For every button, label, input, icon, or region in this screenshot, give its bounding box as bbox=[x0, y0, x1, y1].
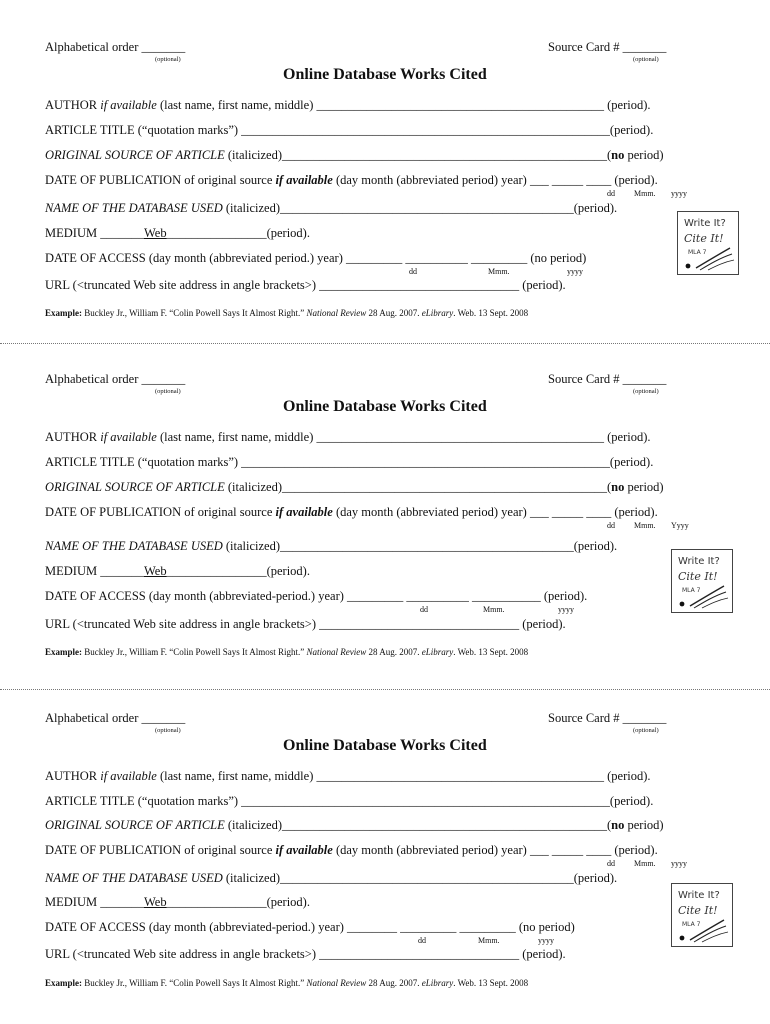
original-source-field[interactable] bbox=[45, 148, 664, 163]
pubdate-yyyy-hint: Yyyy bbox=[671, 521, 689, 530]
access-date-field[interactable]: DATE OF ACCESS (day month (abbreviated-period.) year) ________ _________ _________ (no period) bbox=[45, 920, 575, 934]
pubdate-if-available: if available bbox=[275, 843, 333, 857]
author-field[interactable] bbox=[45, 430, 651, 445]
author-if-available: if available bbox=[100, 98, 157, 112]
original-source-end: period) bbox=[624, 480, 664, 494]
article-title-field[interactable]: ARTICLE TITLE (“quotation marks”) ___________________________________________________________(period). bbox=[45, 455, 654, 469]
example-journal: National Review bbox=[306, 978, 367, 988]
pubdate-label: DATE OF PUBLICATION of original source bbox=[45, 843, 276, 857]
dotted-divider bbox=[0, 689, 770, 690]
example-text: . Web. 13 Sept. 2008 bbox=[453, 308, 529, 318]
author-if-available: if available bbox=[100, 430, 157, 444]
medium-period: (period). bbox=[266, 564, 310, 578]
pubdate-if-available: if available bbox=[275, 173, 333, 187]
url-field[interactable]: URL (<truncated Web site address in angle brackets>) ________________________________ (period). bbox=[45, 617, 566, 631]
pubdate-rest: (day month (abbreviated period) year) ___ _____ ____ (period). bbox=[332, 843, 658, 857]
pubdate-if-available: if available bbox=[275, 505, 333, 519]
logo-text: MLA 7 bbox=[688, 249, 707, 256]
author-if-available: if available bbox=[100, 769, 157, 783]
optional-note: (optional) bbox=[633, 727, 659, 734]
pubdate-dd-hint: dd bbox=[607, 521, 615, 530]
medium-label: MEDIUM bbox=[45, 226, 101, 240]
original-source-no: no bbox=[611, 148, 625, 162]
medium-value: Web bbox=[143, 226, 167, 240]
original-source-end: period) bbox=[624, 818, 664, 832]
medium-label: MEDIUM bbox=[45, 564, 101, 578]
optional-note: (optional) bbox=[155, 388, 181, 395]
pubdate-mmm-hint: Mmm. bbox=[634, 521, 656, 530]
example-text: 28 Aug. 2007. bbox=[366, 308, 422, 318]
example-text: 28 Aug. 2007. bbox=[366, 647, 422, 657]
database-label: NAME OF THE DATABASE USED bbox=[45, 871, 223, 885]
database-rest: (italicized)_______________________________________________(period). bbox=[222, 871, 618, 885]
example-citation bbox=[45, 308, 528, 318]
logo-text: Cite It! bbox=[678, 570, 718, 583]
original-source-no: no bbox=[611, 480, 625, 494]
publication-date-field[interactable] bbox=[45, 843, 658, 858]
medium-rule: _______ bbox=[100, 564, 144, 578]
example-text: 28 Aug. 2007. bbox=[366, 978, 422, 988]
example-text: . Web. 13 Sept. 2008 bbox=[453, 647, 529, 657]
pubdate-label: DATE OF PUBLICATION of original source bbox=[45, 505, 276, 519]
source-card-field[interactable]: Source Card # _______ bbox=[548, 372, 667, 386]
original-source-no: no bbox=[611, 818, 625, 832]
alphabetical-order-field[interactable]: Alphabetical order _______ bbox=[45, 40, 186, 54]
pubdate-dd-hint: dd bbox=[607, 189, 615, 198]
database-rest: (italicized)_______________________________________________(period). bbox=[222, 201, 618, 215]
example-label: Example: bbox=[45, 647, 82, 657]
optional-note: (optional) bbox=[155, 56, 181, 63]
access-dd-hint: dd bbox=[409, 267, 417, 276]
article-title-field[interactable]: ARTICLE TITLE (“quotation marks”) ___________________________________________________________(period). bbox=[45, 123, 654, 137]
original-source-field[interactable] bbox=[45, 480, 664, 495]
author-label: AUTHOR bbox=[45, 430, 101, 444]
access-mmm-hint: Mmm. bbox=[478, 936, 500, 945]
access-date-field[interactable]: DATE OF ACCESS (day month (abbreviated-period.) year) _________ __________ ___________ (period). bbox=[45, 589, 588, 603]
medium-rule: _______ bbox=[100, 895, 144, 909]
pubdate-yyyy-hint: yyyy bbox=[671, 859, 687, 868]
medium-rule: ________________ bbox=[166, 564, 267, 578]
logo-text: Write It? bbox=[684, 218, 726, 229]
medium-period: (period). bbox=[266, 226, 310, 240]
article-title-field[interactable]: ARTICLE TITLE (“quotation marks”) ___________________________________________________________(period). bbox=[45, 794, 654, 808]
medium-rule: _______ bbox=[100, 226, 144, 240]
optional-note: (optional) bbox=[633, 56, 659, 63]
medium-field[interactable] bbox=[45, 226, 310, 241]
medium-label: MEDIUM bbox=[45, 895, 101, 909]
write-it-cite-it-logo bbox=[671, 549, 733, 613]
author-field[interactable] bbox=[45, 98, 651, 113]
example-text: Buckley Jr., William F. “Colin Powell Says It Almost Right.” bbox=[82, 978, 307, 988]
medium-period: (period). bbox=[266, 895, 310, 909]
medium-rule: ________________ bbox=[166, 895, 267, 909]
logo-text: Cite It! bbox=[678, 904, 718, 917]
example-journal: National Review bbox=[306, 308, 367, 318]
original-source-end: period) bbox=[624, 148, 664, 162]
example-citation bbox=[45, 978, 528, 988]
original-source-label: ORIGINAL SOURCE OF ARTICLE bbox=[45, 818, 225, 832]
source-card-field[interactable]: Source Card # _______ bbox=[548, 711, 667, 725]
logo-text: Cite It! bbox=[684, 232, 724, 245]
example-citation bbox=[45, 647, 528, 657]
database-label: NAME OF THE DATABASE USED bbox=[45, 201, 223, 215]
pubdate-mmm-hint: Mmm. bbox=[634, 189, 656, 198]
access-yyyy-hint: yyyy bbox=[538, 936, 554, 945]
database-name-field[interactable] bbox=[45, 539, 617, 554]
url-field[interactable]: URL (<truncated Web site address in angle brackets>) ________________________________ (period). bbox=[45, 278, 566, 292]
pubdate-label: DATE OF PUBLICATION of original source bbox=[45, 173, 276, 187]
alphabetical-order-field[interactable]: Alphabetical order _______ bbox=[45, 711, 186, 725]
source-card-field[interactable]: Source Card # _______ bbox=[548, 40, 667, 54]
access-mmm-hint: Mmm. bbox=[488, 267, 510, 276]
publication-date-field[interactable] bbox=[45, 505, 658, 520]
example-database: eLibrary bbox=[421, 978, 454, 988]
example-label: Example: bbox=[45, 978, 82, 988]
write-it-cite-it-logo bbox=[671, 883, 733, 947]
example-text: Buckley Jr., William F. “Colin Powell Says It Almost Right.” bbox=[82, 308, 307, 318]
original-source-label: ORIGINAL SOURCE OF ARTICLE bbox=[45, 480, 225, 494]
pubdate-yyyy-hint: yyyy bbox=[671, 189, 687, 198]
url-field[interactable]: URL (<truncated Web site address in angle brackets>) ________________________________ (period). bbox=[45, 947, 566, 961]
alphabetical-order-field[interactable]: Alphabetical order _______ bbox=[45, 372, 186, 386]
example-label: Example: bbox=[45, 308, 82, 318]
publication-date-field[interactable] bbox=[45, 173, 658, 188]
example-journal: National Review bbox=[306, 647, 367, 657]
original-source-label: ORIGINAL SOURCE OF ARTICLE bbox=[45, 148, 225, 162]
author-rest: (last name, first name, middle) ______________________________________________ (period). bbox=[156, 430, 651, 444]
database-name-field[interactable] bbox=[45, 201, 617, 216]
medium-value: Web bbox=[143, 564, 167, 578]
medium-rule: ________________ bbox=[166, 226, 267, 240]
example-text: . Web. 13 Sept. 2008 bbox=[453, 978, 529, 988]
form-title: Online Database Works Cited bbox=[283, 737, 487, 754]
original-source-rule: (italicized)____________________________________________________( bbox=[224, 818, 612, 832]
access-mmm-hint: Mmm. bbox=[483, 605, 505, 614]
logo-text: MLA 7 bbox=[682, 587, 701, 594]
logo-text: MLA 7 bbox=[682, 921, 701, 928]
original-source-rule: (italicized)____________________________________________________( bbox=[224, 480, 612, 494]
original-source-rule: (italicized)____________________________________________________( bbox=[224, 148, 612, 162]
form-title: Online Database Works Cited bbox=[283, 398, 487, 415]
logo-text: Write It? bbox=[678, 890, 720, 901]
access-date-field[interactable]: DATE OF ACCESS (day month (abbreviated period.) year) _________ __________ _________ (no period) bbox=[45, 251, 587, 265]
pubdate-rest: (day month (abbreviated period) year) ___ _____ ____ (period). bbox=[332, 173, 658, 187]
database-label: NAME OF THE DATABASE USED bbox=[45, 539, 223, 553]
author-label: AUTHOR bbox=[45, 98, 101, 112]
form-title: Online Database Works Cited bbox=[283, 66, 487, 83]
access-dd-hint: dd bbox=[418, 936, 426, 945]
example-database: eLibrary bbox=[421, 308, 454, 318]
access-yyyy-hint: yyyy bbox=[567, 267, 583, 276]
database-name-field[interactable] bbox=[45, 871, 617, 886]
pubdate-dd-hint: dd bbox=[607, 859, 615, 868]
write-it-cite-it-logo bbox=[677, 211, 739, 275]
author-rest: (last name, first name, middle) ______________________________________________ (period). bbox=[156, 769, 651, 783]
pubdate-mmm-hint: Mmm. bbox=[634, 859, 656, 868]
example-text: Buckley Jr., William F. “Colin Powell Says It Almost Right.” bbox=[82, 647, 307, 657]
optional-note: (optional) bbox=[155, 727, 181, 734]
access-yyyy-hint: yyyy bbox=[558, 605, 574, 614]
pubdate-rest: (day month (abbreviated period) year) ___ _____ ____ (period). bbox=[332, 505, 658, 519]
example-database: eLibrary bbox=[421, 647, 454, 657]
optional-note: (optional) bbox=[633, 388, 659, 395]
access-dd-hint: dd bbox=[420, 605, 428, 614]
database-rest: (italicized)_______________________________________________(period). bbox=[222, 539, 618, 553]
logo-text: Write It? bbox=[678, 556, 720, 567]
author-rest: (last name, first name, middle) ______________________________________________ (period). bbox=[156, 98, 651, 112]
author-field[interactable] bbox=[45, 769, 651, 784]
dotted-divider bbox=[0, 343, 770, 344]
medium-field[interactable] bbox=[45, 564, 310, 579]
author-label: AUTHOR bbox=[45, 769, 101, 783]
medium-field[interactable] bbox=[45, 895, 310, 910]
medium-value: Web bbox=[143, 895, 167, 909]
original-source-field[interactable] bbox=[45, 818, 664, 833]
